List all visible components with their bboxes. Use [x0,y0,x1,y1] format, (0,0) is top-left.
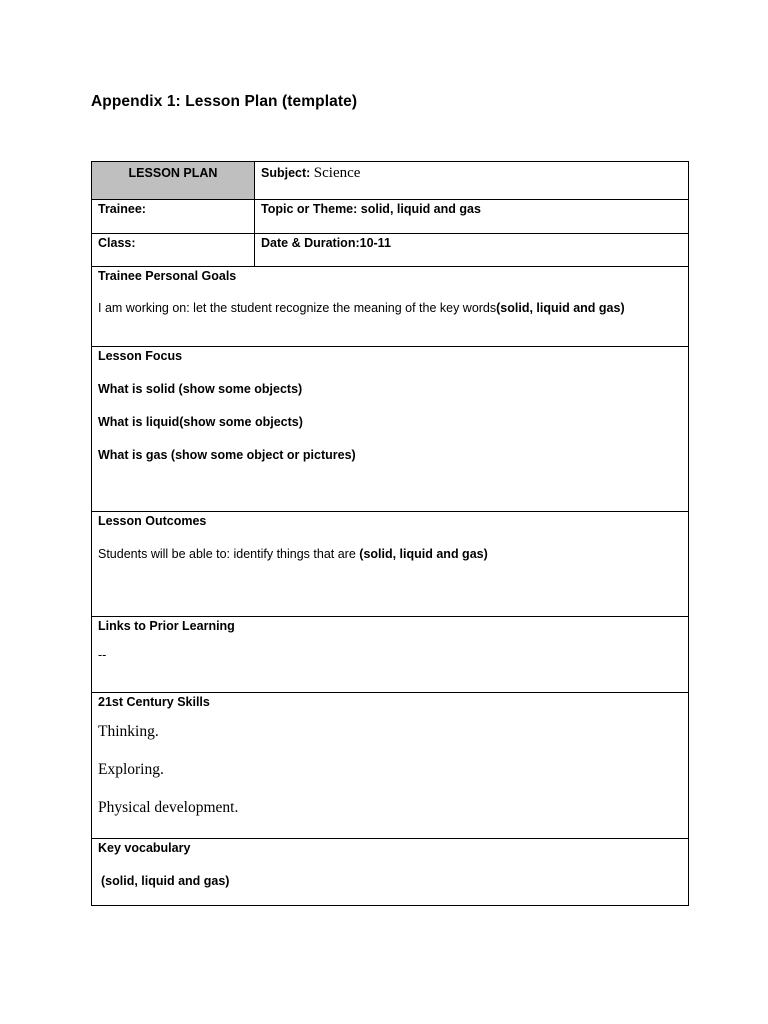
table-row [92,267,689,347]
key-vocabulary-cell [92,839,689,906]
table-row [92,200,689,234]
table-row [92,234,689,267]
lesson-focus-heading: Lesson Focus [98,349,183,363]
lesson-focus-item: What is gas (show some object or pictures) [98,448,356,462]
lesson-outcomes-text [98,546,682,562]
lesson-focus-cell [92,347,689,512]
personal-goals-heading: Trainee Personal Goals [98,269,237,283]
lesson-plan-table [91,161,689,906]
lesson-focus-item: What is solid (show some objects) [98,382,303,396]
table-row [92,617,689,693]
topic-label: Topic or Theme: solid, liquid and gas [261,202,481,216]
personal-goals-text-bold: (solid, liquid and gas) [496,301,625,315]
personal-goals-cell [92,267,689,347]
date-duration-cell [255,234,689,267]
lesson-outcomes-text-main: Students will be able to: identify things that are [98,547,360,561]
subject-label: Subject: [261,166,311,180]
key-vocabulary-heading: Key vocabulary [98,841,191,855]
century-skills-item: Thinking. [98,723,159,740]
subject-value: Science [313,165,361,181]
prior-learning-cell [92,617,689,693]
personal-goals-text [98,300,682,316]
trainee-cell [92,200,255,234]
table-row [92,693,689,839]
century-skills-heading: 21st Century Skills [98,695,210,709]
table-row [92,512,689,617]
lesson-plan-header-cell [92,162,255,200]
class-cell [92,234,255,267]
page-title: Appendix 1: Lesson Plan (template) [91,93,358,110]
table-row [92,347,689,512]
prior-learning-text: -- [98,648,107,662]
century-skills-item: Exploring. [98,761,164,778]
topic-cell [255,200,689,234]
trainee-label: Trainee: [98,202,146,216]
century-skills-cell [92,693,689,839]
lesson-outcomes-cell [92,512,689,617]
table-row [92,162,689,200]
century-skills-item: Physical development. [98,799,239,816]
lesson-focus-item: What is liquid(show some objects) [98,415,303,429]
subject-cell [255,162,689,200]
table-row [92,839,689,906]
lesson-outcomes-heading: Lesson Outcomes [98,514,207,528]
key-vocabulary-text: (solid, liquid and gas) [101,874,230,888]
prior-learning-heading: Links to Prior Learning [98,619,235,633]
date-duration-label: Date & Duration:10-11 [261,236,391,250]
class-label: Class: [98,236,136,250]
personal-goals-text-main: I am working on: let the student recognize the meaning of the key words [98,301,497,315]
lesson-outcomes-text-bold: (solid, liquid and gas) [359,547,488,561]
lesson-plan-label: LESSON PLAN [128,166,218,180]
